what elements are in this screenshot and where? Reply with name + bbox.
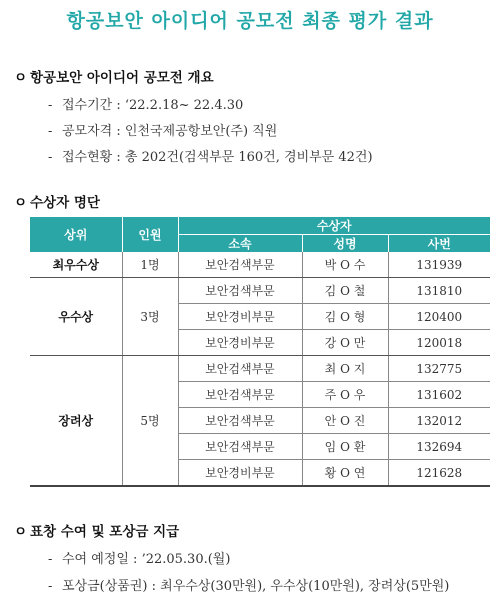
name-cell: 강 O 만 [302,330,388,356]
dash-icon: - [48,98,53,113]
dept-cell: 보안검색부문 [178,382,302,408]
award-grade-cell: 우수상 [30,278,122,356]
table-row [30,252,490,278]
overview-item-text: 접수현황 : 총 202건(검색부문 160건, 경비부문 42건) [62,150,373,165]
overview-item [48,120,277,139]
name-cell: 김 O 형 [302,304,388,330]
ceremony-item [48,548,230,567]
id-cell: 131939 [388,252,490,278]
ceremony-item [48,575,449,594]
overview-item [48,94,243,113]
ceremony-heading [14,520,179,540]
table-row [30,356,490,382]
award-grade-cell: 최우수상 [30,252,122,278]
dept-cell: 보안검색부문 [178,356,302,382]
dash-icon: - [48,124,53,139]
winners-heading-text: 수상자 명단 [30,195,100,211]
overview-item [48,146,373,165]
award-count-cell: 3명 [122,278,178,356]
circle-bullet-icon: ㅇ [14,524,28,540]
ceremony-item-text: 수여 예정일 : ’22.05.30.(월) [62,552,231,567]
name-cell: 박 O 수 [302,252,388,278]
dept-cell: 보안검색부문 [178,434,302,460]
winners-table [30,217,490,487]
dept-cell: 보안검색부문 [178,278,302,304]
dept-cell: 보안경비부문 [178,330,302,356]
id-cell: 131602 [388,382,490,408]
ceremony-item-text: 포상금(상품권) : 최우수상(30만원), 우수상(10만원), 장려상(5만원) [62,579,450,594]
overview-heading [14,66,214,86]
ceremony-heading-text: 표창 수여 및 포상금 지급 [30,524,180,540]
circle-bullet-icon: ㅇ [14,195,28,211]
dept-cell: 보안검색부문 [178,252,302,278]
id-cell: 131810 [388,278,490,304]
circle-bullet-icon: ㅇ [14,70,28,86]
table-row [30,278,490,304]
award-count-cell: 5명 [122,356,178,487]
id-cell: 132775 [388,356,490,382]
dash-icon: - [48,150,53,165]
overview-heading-text: 항공보안 아이디어 공모전 개요 [30,70,214,86]
name-cell: 김 O 철 [302,278,388,304]
id-cell: 132012 [388,408,490,434]
column-header-count: 인원 [122,217,178,252]
column-header-id: 사번 [388,235,490,253]
column-header-winner-group: 수상자 [178,217,490,235]
name-cell: 최 O 지 [302,356,388,382]
award-count-cell: 1명 [122,252,178,278]
id-cell: 120400 [388,304,490,330]
name-cell: 주 O 우 [302,382,388,408]
winners-heading [14,191,100,211]
award-grade-cell: 장려상 [30,356,122,487]
name-cell: 임 O 환 [302,434,388,460]
overview-item-text: 접수기간 : ‘22.2.18~ 22.4.30 [62,98,244,113]
dept-cell: 보안경비부문 [178,460,302,487]
dash-icon: - [48,579,53,594]
column-header-grade: 상위 [30,217,122,252]
column-header-dept: 소속 [178,235,302,253]
page-title: 항공보안 아이디어 공모전 최종 평가 결과 [66,10,434,32]
dash-icon: - [48,552,53,567]
overview-item-text: 공모자격 : 인천국제공항보안(주) 직원 [62,124,278,139]
id-cell: 120018 [388,330,490,356]
dept-cell: 보안검색부문 [178,408,302,434]
dept-cell: 보안경비부문 [178,304,302,330]
name-cell: 황 O 연 [302,460,388,487]
id-cell: 121628 [388,460,490,487]
name-cell: 안 O 진 [302,408,388,434]
column-header-name: 성명 [302,235,388,253]
id-cell: 132694 [388,434,490,460]
